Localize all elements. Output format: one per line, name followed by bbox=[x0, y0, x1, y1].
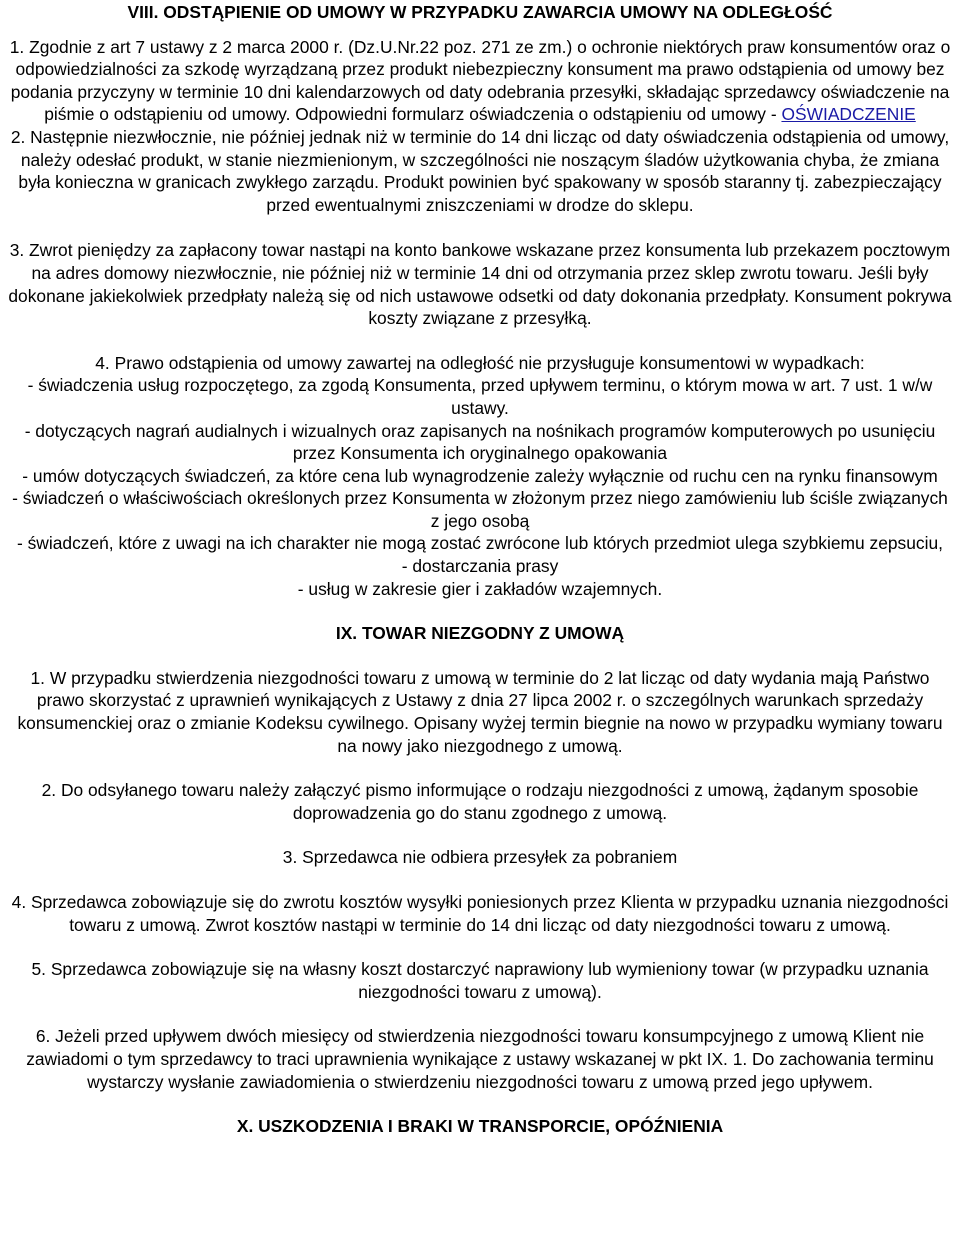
section-8-paragraph-1 bbox=[6, 36, 954, 126]
exception-item-6: - dostarczania prasy bbox=[401, 556, 559, 577]
exception-item-4: - świadczeń o właściwościach określonych przez Konsumenta w złożonym przez niego zamówieniu lub ściśle związanych z jego osobą bbox=[12, 488, 948, 531]
section-9-paragraph-3: 3. Sprzedawca nie odbiera przesyłek za pobraniem bbox=[282, 847, 678, 868]
exception-item-5: - świadczeń, które z uwagi na ich charakter nie mogą zostać zwrócone lub których przedmiot ulega szybkiemu zepsuciu, bbox=[16, 533, 943, 554]
section-9-paragraph-2: 2. Do odsyłanego towaru należy załączyć pismo informujące o rodzaju niezgodności z umową, żądanym sposobie doprowadzenia go do stanu zgodnego z umową. bbox=[41, 780, 919, 823]
section-9-heading: IX. TOWAR NIEZGODNY Z UMOWĄ bbox=[335, 623, 625, 644]
section-9-paragraph-1: 1. W przypadku stwierdzenia niezgodności towaru z umową w terminie do 2 lat licząc od daty wydania mają Państwo prawo skorzystać z uprawnień wynikających z Ustawy z dnia 27 lipca 2002 r. o szczególnych warunkach sprzedaży konsumenckiej oraz o zmianie Kodeksu cywilnego. Opisany wyżej termin biegnie na nowo w przypadku wymiany towaru na nowy jako niezgodnego z umową. bbox=[17, 667, 943, 756]
section-8-paragraph-3: 3. Zwrot pieniędzy za zapłacony towar nastąpi na konto bankowe wskazane przez konsumenta lub przekazem pocztowym na adres domowy niezwłocznie, nie później niż w terminie 14 dni od otrzymania przez sklep zwrotu towaru. Jeśli były dokonane jakiekolwiek przedpłaty należą się od nich ustawowe odsetki od daty dokonania przedpłaty. Konsument pokrywa koszty związane z przesyłką. bbox=[8, 240, 952, 329]
section-8-paragraph-4-intro: 4. Prawo odstąpienia od umowy zawartej na odległość nie przysługuje konsumentowi w wypadkach: bbox=[95, 352, 865, 373]
section-10-heading: X. USZKODZENIA I BRAKI W TRANSPORCIE, OPÓŹNIENIA bbox=[236, 1116, 724, 1137]
section-8-paragraph-2: 2. Następnie niezwłocznie, nie później jednak niż w terminie do 14 dni licząc od daty oświadczenia odstąpienia od umowy, należy odesłać produkt, w stanie niezmienionym, w szczególności nie noszącym śladów użytkowania chyba, że zmiana była konieczna w granicach zwykłego zarządu. Produkt powinien być spakowany w sposób staranny tj. zabezpieczający przed ewentualnymi zniszczeniami w drodze do sklepu. bbox=[10, 126, 950, 215]
declaration-form-link[interactable]: OŚWIADCZENIE bbox=[781, 104, 916, 125]
section-9-paragraph-5: 5. Sprzedawca zobowiązuje się na własny koszt dostarczyć naprawiony lub wymieniony towar (w przypadku uznania niezgodności towaru z umową). bbox=[31, 959, 929, 1002]
document-page bbox=[0, 1, 960, 1138]
section-8-heading: VIII. ODSTĄPIENIE OD UMOWY W PRZYPADKU ZAWARCIA UMOWY NA ODLEGŁOŚĆ bbox=[127, 2, 833, 22]
section-9-paragraph-6: 6. Jeżeli przed upływem dwóch miesięcy od stwierdzenia niezgodności towaru konsumpcyjnego z umową Klient nie zawiadomi o tym sprzedawcy to traci uprawnienia wynikające z ustawy wskazanej w pkt IX. 1. Do zachowania terminu wystarczy wysłanie zawiadomienia o stwierdzeniu niezgodności towaru z umową przed jego upływem. bbox=[26, 1026, 934, 1092]
section-9-paragraph-4: 4. Sprzedawca zobowiązuje się do zwrotu kosztów wysyłki poniesionych przez Klienta w przypadku uznania niezgodności towaru z umową. Zwrot kosztów nastąpi w terminie do 14 dni licząc od daty niezgodności towaru z umową. bbox=[11, 892, 949, 935]
exception-item-1: - świadczenia usług rozpoczętego, za zgodą Konsumenta, przed upływem terminu, o którym mowa w art. 7 ust. 1 w/w ustawy. bbox=[27, 375, 933, 418]
exception-item-3: - umów dotyczących świadczeń, za które cena lub wynagrodzenie zależy wyłącznie od ruchu cen na rynku finansowym bbox=[22, 465, 938, 486]
exception-item-2: - dotyczących nagrań audialnych i wizualnych oraz zapisanych na nośnikach programów komputerowych po usunięciu przez Konsumenta ich oryginalnego opakowania bbox=[24, 420, 936, 464]
section-8-paragraph-1-text: 1. Zgodnie z art 7 ustawy z 2 marca 2000 r. (Dz.U.Nr.22 poz. 271 ze zm.) o ochronie niektórych praw konsumentów oraz o odpowiedzialności za szkodę wyrządzaną przez produkt niebezpieczny konsument ma prawo odstąpienia od umowy bez podania przyczyny w terminie 10 dni kalendarzowych od daty odebrania przesyłki, składając sprzedawcy oświadczenie na piśmie o odstąpieniu od umowy. Odpowiedni formularz oświadczenia o odstąpieniu od umowy - bbox=[9, 36, 951, 125]
exception-item-7: - usług w zakresie gier i zakładów wzajemnych. bbox=[297, 578, 663, 599]
